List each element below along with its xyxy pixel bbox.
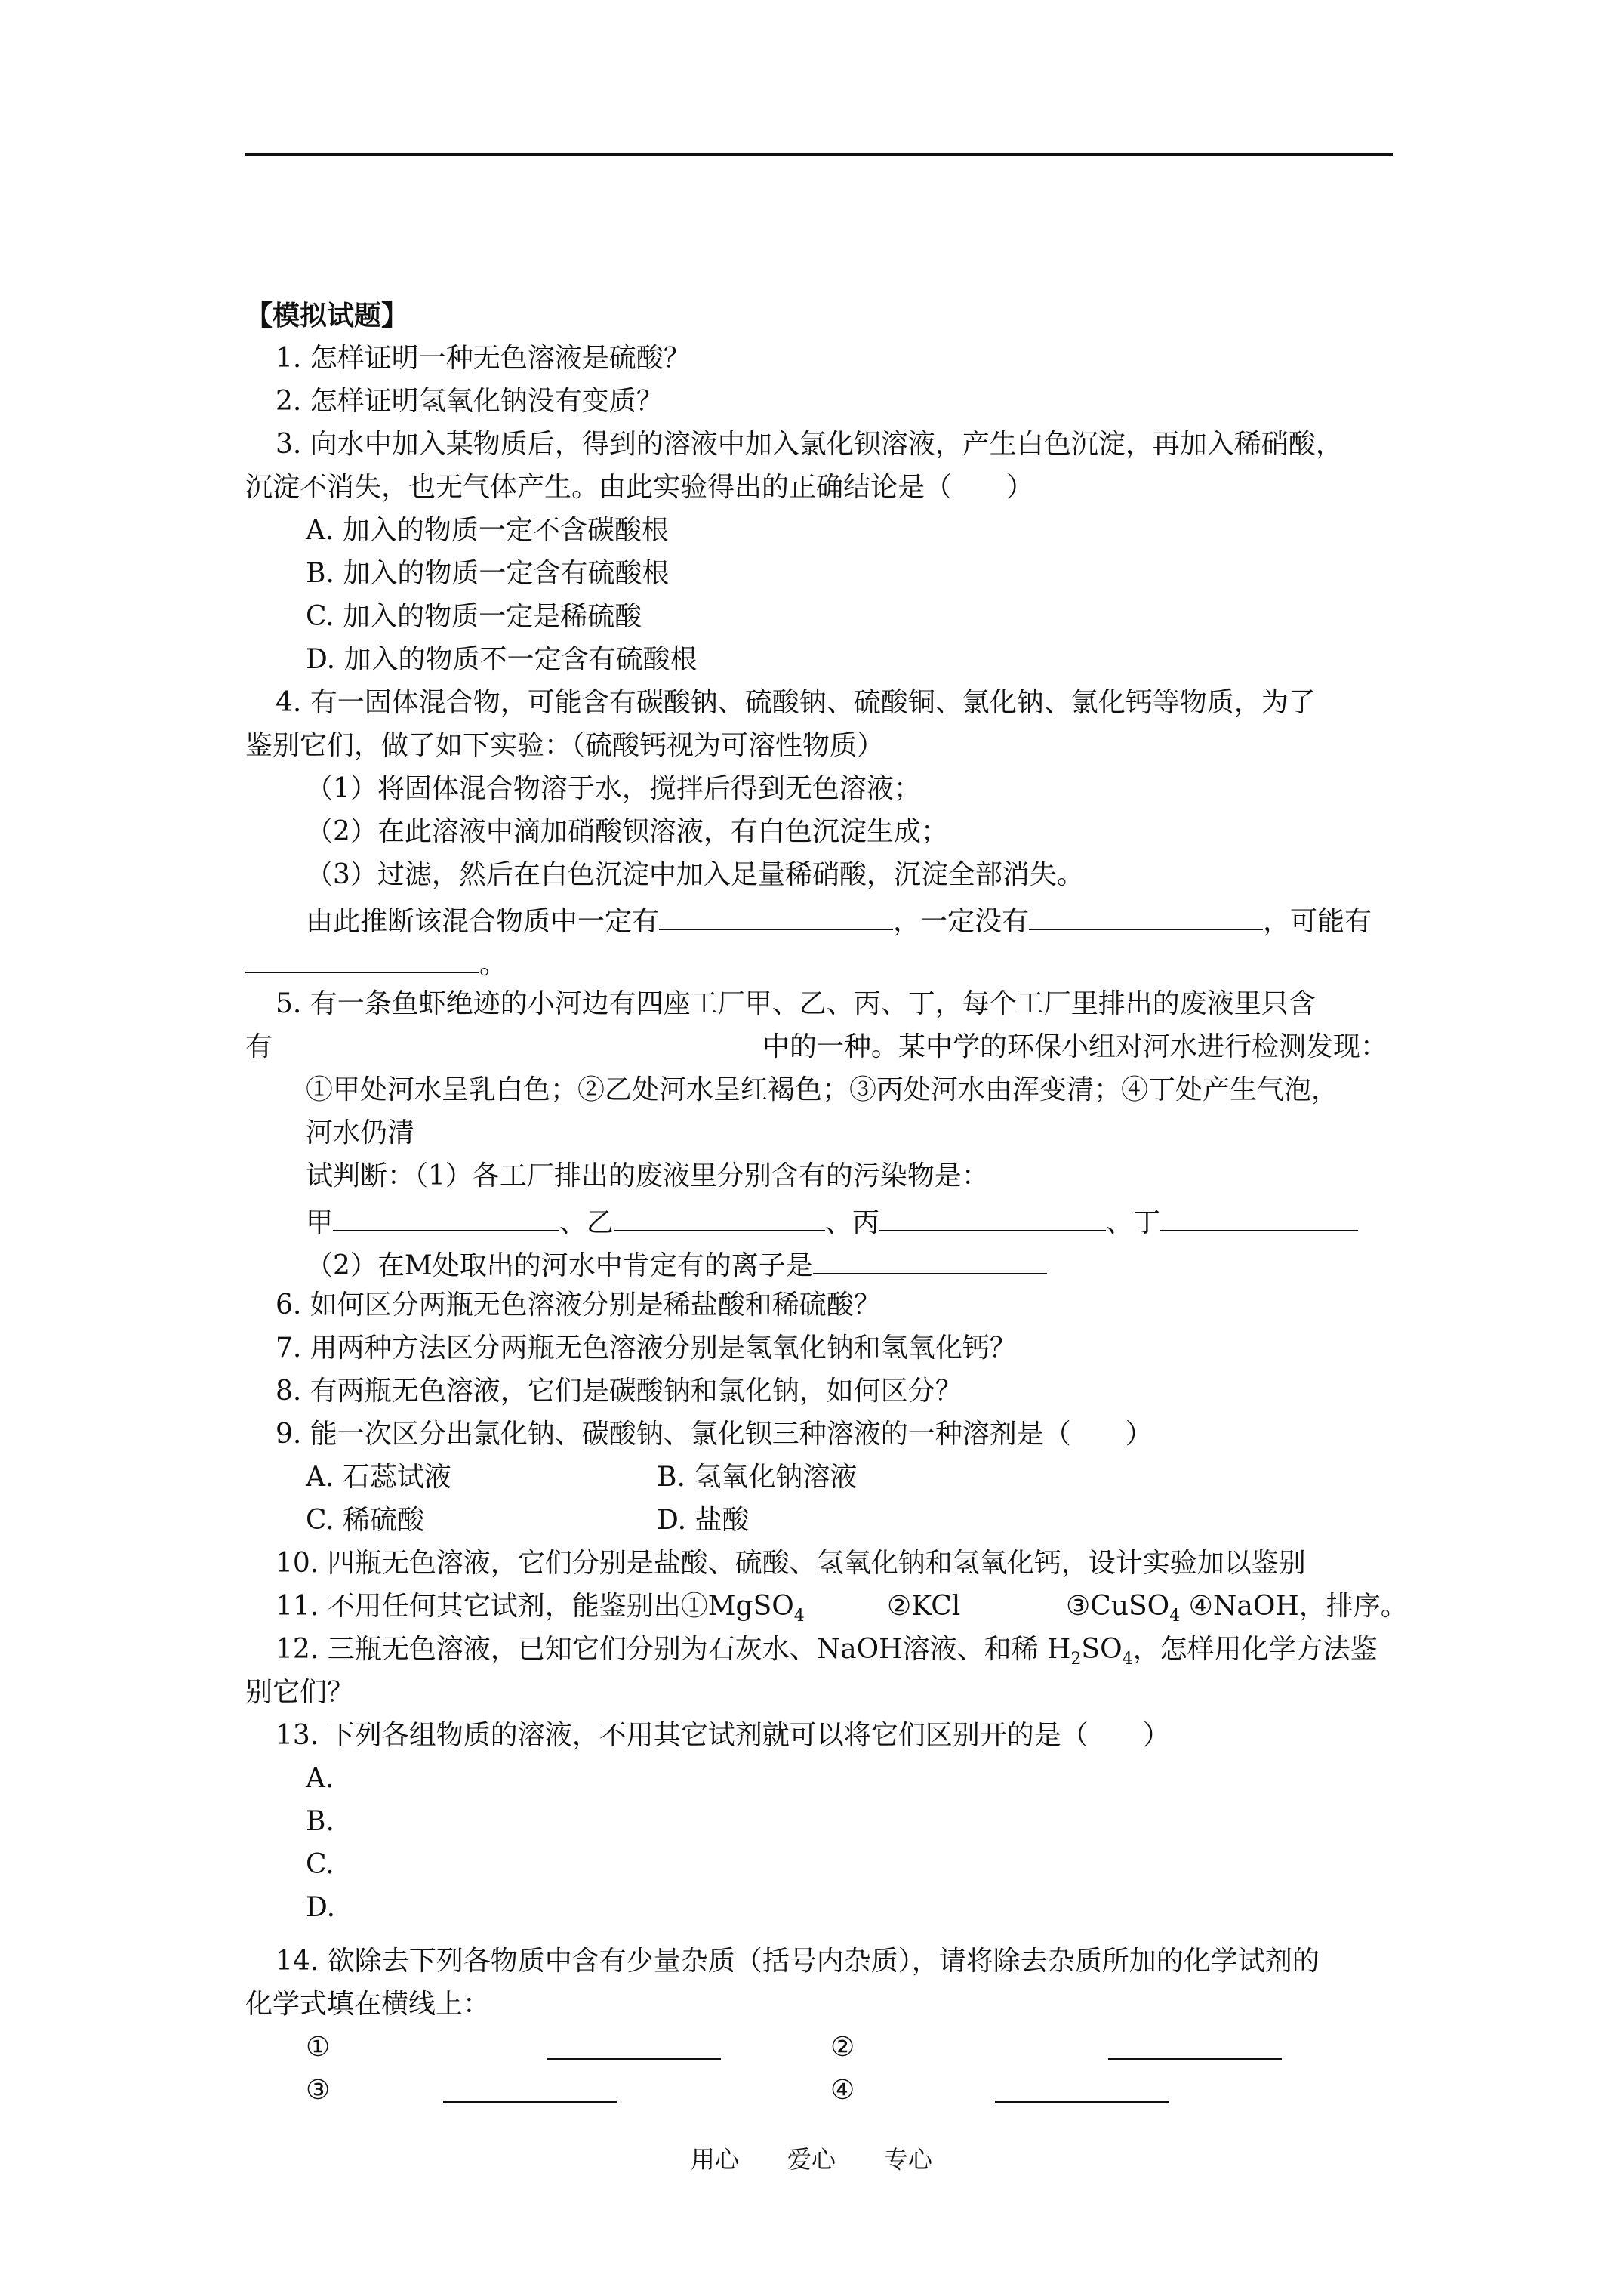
answer-blank[interactable] bbox=[879, 1204, 1106, 1231]
factory-yi: 、乙 bbox=[559, 1207, 614, 1238]
answer-blank[interactable] bbox=[995, 2076, 1169, 2103]
q12-start: 12. 三瓶无色溶液，已知它们分别为石灰水、NaOH溶液、和稀 H bbox=[276, 1634, 1071, 1665]
question-13-option-c: C. bbox=[306, 1849, 334, 1880]
q12-mid: SO bbox=[1081, 1634, 1123, 1665]
q14-item-3-marker: ③ bbox=[306, 2075, 331, 2106]
question-14-line-2: 化学式填在横线上： bbox=[245, 1989, 491, 2020]
question-11 bbox=[276, 1592, 805, 1632]
question-5-part-2 bbox=[306, 1247, 1047, 1281]
conclusion-end: 。 bbox=[479, 949, 507, 980]
q11-end: ④NaOH，排序。 bbox=[1180, 1591, 1408, 1622]
question-3-option-c: C. 加入的物质一定是稀硫酸 bbox=[306, 601, 642, 632]
question-5-judge: 试判断：（1）各工厂排出的废液里分别含有的污染物是： bbox=[306, 1160, 989, 1191]
question-13-option-d: D. bbox=[306, 1892, 336, 1923]
q12-end: ，怎样用化学方法鉴 bbox=[1132, 1634, 1378, 1665]
question-5-observation-2: 河水仍清 bbox=[306, 1117, 415, 1148]
q14-item-4-marker: ④ bbox=[830, 2075, 855, 2106]
answer-blank[interactable] bbox=[1160, 1204, 1358, 1231]
answer-blank[interactable] bbox=[614, 1204, 825, 1231]
q14-item-1-marker: ① bbox=[306, 2032, 331, 2063]
question-3-option-a: A. 加入的物质一定不含碳酸根 bbox=[306, 515, 669, 546]
q11-subscript: 4 bbox=[793, 1607, 805, 1626]
header-rule bbox=[245, 153, 1393, 156]
question-14-line-1: 14. 欲除去下列各物质中含有少量杂质（括号内杂质），请将除去杂质所加的化学试剂的 bbox=[276, 1946, 1320, 1977]
q11-subscript-2: 4 bbox=[1169, 1607, 1181, 1626]
q11-cuso4 bbox=[1066, 1592, 1408, 1632]
question-4-step-3: （3）过滤，然后在白色沉淀中加入足量稀硝酸，沉淀全部消失。 bbox=[306, 859, 1084, 890]
question-9-option-d: D. 盐酸 bbox=[657, 1505, 750, 1536]
question-13: 13. 下列各组物质的溶液，不用其它试剂就可以将它们区别开的是（ ） bbox=[276, 1720, 1170, 1751]
question-9-option-b: B. 氢氧化钠溶液 bbox=[657, 1462, 858, 1493]
question-9-option-c: C. 稀硫酸 bbox=[306, 1505, 425, 1536]
conclusion-text-a: 由此推断该混合物质中一定有 bbox=[306, 906, 660, 937]
question-10: 10. 四瓶无色溶液，它们分别是盐酸、硫酸、氢氧化钠和氢氧化钙，设计实验加以鉴别 bbox=[276, 1548, 1306, 1579]
conclusion-text-c: ，可能有 bbox=[1263, 906, 1372, 937]
question-4-step-1: （1）将固体混合物溶于水，搅拌后得到无色溶液； bbox=[306, 773, 921, 804]
question-9: 9. 能一次区分出氯化钠、碳酸钠、氯化钡三种溶液的一种溶剂是（ ） bbox=[276, 1419, 1153, 1450]
question-9-option-a: A. 石蕊试液 bbox=[306, 1462, 451, 1493]
q11-start: 11. 不用任何其它试剂，能鉴别出①MgSO bbox=[276, 1591, 794, 1622]
q11-kcl: ②KCl bbox=[887, 1591, 961, 1622]
answer-blank[interactable] bbox=[333, 1204, 559, 1231]
question-5-line-2-start: 有 bbox=[245, 1031, 273, 1062]
question-3-option-b: B. 加入的物质一定含有硫酸根 bbox=[306, 558, 670, 589]
question-5-line-2-end: 中的一种。某中学的环保小组对河水进行检测发现： bbox=[762, 1031, 1388, 1062]
question-13-option-b: B. bbox=[306, 1806, 334, 1837]
factory-bing: 、丙 bbox=[825, 1207, 880, 1238]
question-3-line-1: 3. 向水中加入某物质后，得到的溶液中加入氯化钡溶液，产生白色沉淀，再加入稀硝酸， bbox=[276, 429, 1343, 460]
question-12-line-1 bbox=[276, 1635, 1378, 1675]
answer-blank[interactable] bbox=[245, 946, 479, 973]
q14-item-2-marker: ② bbox=[830, 2032, 855, 2063]
question-4-step-2: （2）在此溶液中滴加硝酸钡溶液，有白色沉淀生成； bbox=[306, 816, 948, 847]
answer-blank[interactable] bbox=[659, 903, 893, 930]
question-5-line-1: 5. 有一条鱼虾绝迹的小河边有四座工厂甲、乙、丙、丁，每个工厂里排出的废液里只含 bbox=[276, 988, 1316, 1019]
question-5-observation-1: ①甲处河水呈乳白色；②乙处河水呈红褐色；③丙处河水由浑变清；④丁处产生气泡， bbox=[306, 1074, 1339, 1105]
answer-blank[interactable] bbox=[813, 1247, 1047, 1274]
question-12-line-2: 别它们？ bbox=[245, 1677, 355, 1708]
factory-jia: 甲 bbox=[306, 1207, 334, 1238]
question-8: 8. 有两瓶无色溶液，它们是碳酸钠和氯化钠，如何区分？ bbox=[276, 1376, 962, 1407]
section-heading: 【模拟试题】 bbox=[245, 300, 409, 331]
question-4-conclusion-end bbox=[245, 946, 507, 980]
q11-cuso: ③CuSO bbox=[1066, 1591, 1170, 1622]
question-4-line-1: 4. 有一固体混合物，可能含有碳酸钠、硫酸钠、硫酸铜、氯化钠、氯化钙等物质，为了 bbox=[276, 687, 1316, 718]
question-5-factories bbox=[306, 1204, 1358, 1238]
question-3-line-2: 沉淀不消失，也无气体产生。由此实验得出的正确结论是（ ） bbox=[245, 472, 1034, 503]
answer-blank[interactable] bbox=[443, 2076, 617, 2103]
page-footer: 用心 爱心 专心 bbox=[690, 2145, 932, 2174]
answer-blank[interactable] bbox=[1029, 903, 1263, 930]
question-7: 7. 用两种方法区分两瓶无色溶液分别是氢氧化钠和氢氧化钙？ bbox=[276, 1333, 1017, 1364]
q12-subscript-1: 2 bbox=[1070, 1650, 1082, 1669]
question-4-conclusion bbox=[306, 903, 1372, 937]
question-3-option-d: D. 加入的物质不一定含有硫酸根 bbox=[306, 644, 698, 675]
question-6: 6. 如何区分两瓶无色溶液分别是稀盐酸和稀硫酸？ bbox=[276, 1290, 881, 1321]
question-4-line-2: 鉴别它们，做了如下实验：（硫酸钙视为可溶性物质） bbox=[245, 730, 885, 761]
q12-subscript-2: 4 bbox=[1122, 1650, 1133, 1669]
factory-ding: 、丁 bbox=[1106, 1207, 1161, 1238]
conclusion-text-b: ，一定没有 bbox=[893, 906, 1030, 937]
question-2: 2. 怎样证明氢氧化钠没有变质？ bbox=[276, 386, 664, 417]
answer-blank[interactable] bbox=[1108, 2032, 1282, 2060]
part-2-text: （2）在M处取出的河水中肯定有的离子是 bbox=[306, 1250, 813, 1281]
question-13-option-a: A. bbox=[306, 1763, 334, 1794]
answer-blank[interactable] bbox=[547, 2032, 721, 2060]
question-1: 1. 怎样证明一种无色溶液是硫酸？ bbox=[276, 343, 691, 374]
